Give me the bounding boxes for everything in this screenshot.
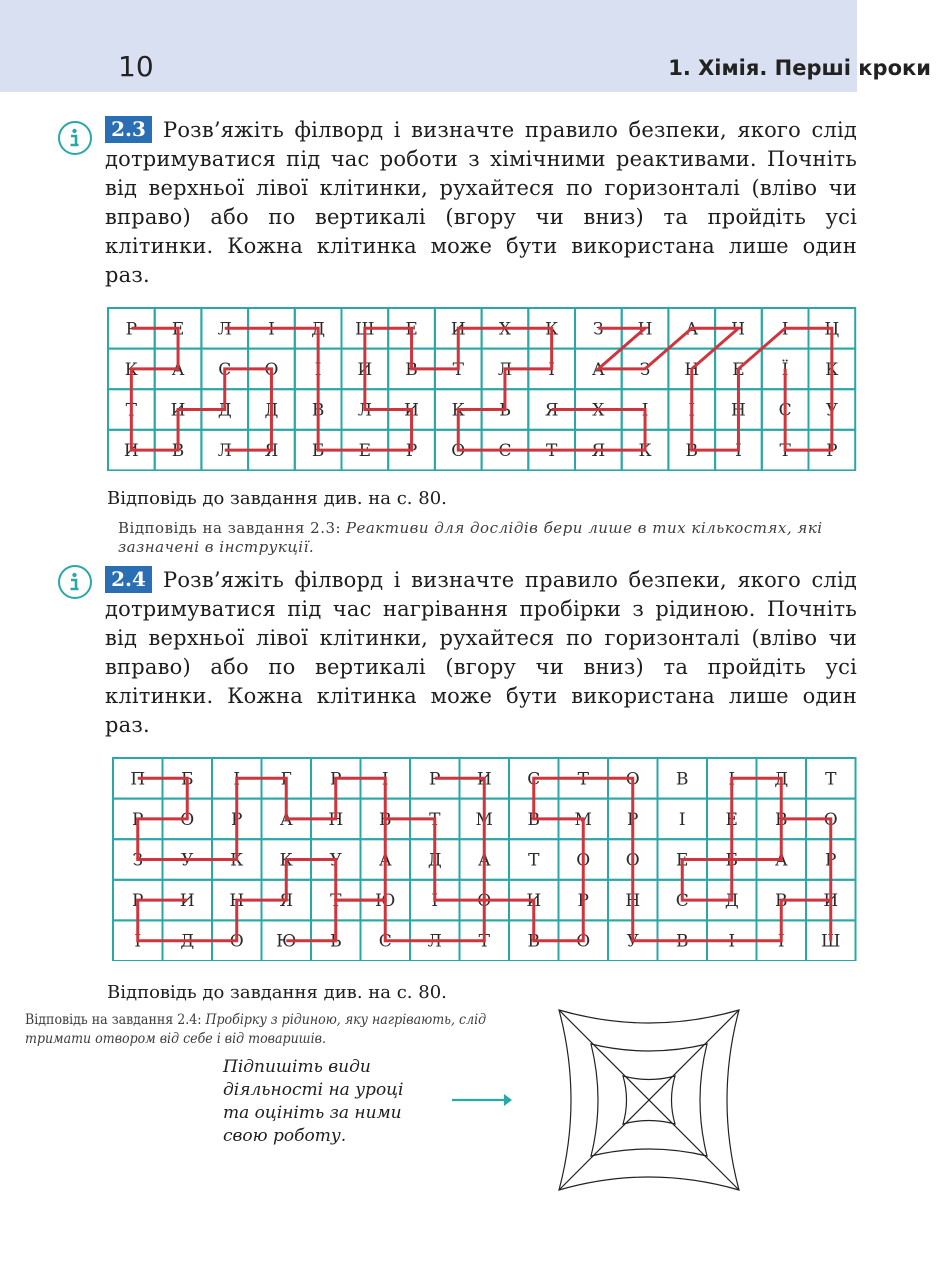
grid-letter: Я [264, 441, 279, 462]
grid-letter: Т [545, 441, 558, 462]
grid-letter: И [179, 891, 195, 912]
grid-letter: С [675, 891, 689, 912]
grid-letter: І [548, 359, 556, 380]
grid-letter: С [378, 931, 392, 952]
grid-letter: Т [429, 809, 441, 830]
grid-letter: Т [452, 359, 464, 380]
task-description: Розв’яжіть філворд і визначте правило безпеки, якого слід дотримуватися під час нагрівання пробірки з рідиною. Почніть від верхньої лівої клітинки, рухайтеся по горизонталі (вліво чи вправо) або по вертикалі (вгору чи вниз) та пройдіть усі клітинки. Кожна клітинка може бути використана лише один раз. [105, 568, 857, 737]
grid-letter: И [476, 769, 492, 790]
grid-letter: Я [544, 400, 559, 421]
grid-letter: Д [264, 400, 279, 421]
grid-letter: Б [311, 441, 325, 462]
grid-letter: С [218, 359, 232, 380]
grid-letter: Х [498, 319, 512, 340]
grid-letter: Л [427, 931, 442, 952]
grid-letter: О [229, 931, 244, 952]
grid-letter: Ь [499, 400, 511, 421]
grid-letter: К [545, 319, 559, 340]
grid-letter: Т [478, 931, 490, 952]
grid-letter: Р [825, 850, 837, 871]
grid-letter: М [475, 809, 493, 830]
grid-letter: Б [181, 769, 194, 790]
answer-reference: Відповідь до завдання див. на с. 80. [107, 488, 447, 509]
grid-letter: І [314, 359, 322, 380]
grid-letter: Р [132, 891, 144, 912]
grid-letter: А [774, 850, 788, 871]
info-icon [58, 565, 92, 599]
answer-label: Відповідь на завдання 2.3: [118, 519, 342, 537]
grid-letter: С [778, 400, 792, 421]
answer-note [118, 519, 848, 557]
grid-letter: І [268, 319, 275, 340]
grid-letter: К [451, 400, 465, 421]
filword-grid [112, 757, 857, 961]
grid-letter: Т [528, 850, 540, 871]
grid-letter: Н [328, 809, 344, 830]
grid-letter: Б [725, 850, 738, 871]
grid-letter: Е [676, 850, 689, 871]
grid-letter: И [170, 400, 186, 421]
grid-letter: Т [577, 769, 589, 790]
grid-letter: В [171, 441, 185, 462]
task-text [105, 116, 857, 290]
grid-letter: У [825, 400, 838, 421]
grid-letter: К [825, 359, 839, 380]
grid-letter: Л [497, 359, 513, 380]
grid-letter: О [477, 891, 492, 912]
task-number-badge: 2.3 [105, 116, 152, 143]
grid-letter: У [181, 850, 194, 871]
grid-letter: Д [311, 319, 326, 340]
grid-letter: І [735, 441, 742, 462]
grid-letter: О [576, 931, 591, 952]
grid-letter: Т [330, 891, 342, 912]
grid-letter: В [676, 931, 689, 952]
grid-letter: И [404, 400, 419, 421]
grid-letter: С [527, 769, 541, 790]
grid-letter: С [498, 441, 512, 462]
task-text [105, 566, 857, 740]
grid-letter: З [593, 319, 604, 340]
grid-letter: И [823, 891, 839, 912]
grid-letter: И [450, 319, 466, 340]
grid-letter: Т [779, 441, 791, 462]
grid-letter: О [625, 769, 640, 790]
grid-letter: О [625, 850, 640, 871]
grid-letter: В [311, 400, 325, 421]
grid-letter: Н [684, 359, 700, 380]
grid-letter: А [378, 850, 392, 871]
grid-letter: Н [229, 891, 245, 912]
answer-text: Реактиви для дослідів бери лише в тих кількостях, які зазначені в інструкції. [118, 519, 823, 556]
grid-letter: Ч [731, 319, 746, 340]
grid-letter: І [431, 891, 439, 912]
grid-letter: К [279, 850, 293, 871]
grid-letter: Я [591, 441, 606, 462]
grid-letter: Н [731, 400, 746, 421]
grid-letter: І [678, 809, 686, 830]
grid-letter: Д [217, 400, 232, 421]
grid-letter: Р [231, 809, 243, 830]
page-number: 10 [118, 50, 154, 83]
grid-letter: А [477, 850, 491, 871]
grid-letter: Л [217, 319, 232, 340]
grid-letter: І [641, 400, 649, 421]
grid-letter: Е [725, 809, 738, 830]
grid-letter: О [180, 809, 195, 830]
grid-letter: Р [627, 809, 639, 830]
grid-letter: Я [279, 891, 294, 912]
arrow-right-icon [452, 1090, 516, 1110]
grid-letter: Ь [330, 931, 342, 952]
grid-letter: Н [637, 319, 653, 340]
grid-letter: А [279, 809, 293, 830]
grid-letter: Д [774, 769, 789, 790]
grid-letter: І [728, 931, 736, 952]
grid-letter: К [638, 441, 652, 462]
grid-letter: Х [592, 400, 605, 421]
info-icon [58, 121, 92, 155]
grid-letter: Л [357, 400, 372, 421]
grid-letter: О [576, 850, 591, 871]
grid-letter: Ї [781, 359, 789, 380]
grid-letter: Е [171, 319, 185, 340]
grid-letter: О [264, 359, 279, 380]
grid-letter: В [379, 809, 392, 830]
grid-letter: Т [125, 400, 138, 421]
task-number-badge: 2.4 [105, 566, 152, 593]
grid-letter: А [591, 359, 605, 380]
grid-letter: Р [125, 319, 138, 340]
grid-letter: Р [577, 891, 589, 912]
grid-letter: Р [826, 441, 838, 462]
grid-letter: П [130, 769, 146, 790]
grid-letter: Р [330, 769, 342, 790]
grid-letter: Е [732, 359, 745, 380]
grid-letter: Ш [821, 931, 841, 952]
filword-grid [107, 307, 857, 471]
grid-letter: И [123, 441, 139, 462]
grid-letter: А [171, 359, 185, 380]
task-description: Розв’яжіть філворд і визначте правило безпеки, якого слід дотримуватися під час роботи з хімічними реактивами. Почніть від верхньої лівої клітинки, рухайтеся по горизонталі (вліво чи вправо) або по вертикалі (вгору чи вниз) та пройдіть усі клітинки. Кожна клітинка може бути використана лише один раз. [105, 118, 857, 287]
grid-letter: В [775, 809, 788, 830]
grid-letter: І [728, 769, 736, 790]
grid-letter: З [132, 850, 144, 871]
self-assessment-frame [555, 1008, 743, 1192]
grid-letter: Ц [824, 319, 840, 340]
self-assessment-instruction: Підпишіть види діяльності на уроці та оцініть за ними свою роботу. [223, 1057, 404, 1146]
grid-letter: В [775, 891, 788, 912]
answer-label: Відповідь на завдання 2.4: [25, 1012, 202, 1028]
grid-letter: К [230, 850, 244, 871]
grid-letter: Е [358, 441, 372, 462]
grid-letter: І [777, 931, 785, 952]
answer-text: Пробірку з рідиною, яку нагрівають, слід тримати отвором від себе і від товаришів. [25, 1012, 487, 1047]
grid-letter: И [526, 891, 542, 912]
answer-reference: Відповідь до завдання див. на с. 80. [107, 982, 447, 1003]
grid-letter: Л [217, 441, 232, 462]
grid-letter: Р [405, 441, 418, 462]
grid-letter: Ш [355, 319, 375, 340]
grid-letter: У [626, 931, 639, 952]
grid-letter: И [357, 359, 373, 380]
grid-letter: І [688, 400, 696, 421]
chapter-title: 1. Хімія. Перші кроки [668, 56, 931, 80]
grid-letter: Т [825, 769, 837, 790]
grid-letter: У [329, 850, 342, 871]
grid-letter: Е [405, 319, 418, 340]
grid-letter: Д [724, 891, 739, 912]
grid-letter: В [676, 769, 689, 790]
grid-letter: З [639, 359, 651, 380]
grid-letter: І [781, 319, 789, 340]
grid-letter: Р [132, 809, 144, 830]
grid-letter: О [451, 441, 466, 462]
grid-letter: Р [429, 769, 441, 790]
answer-note [25, 1011, 493, 1049]
grid-letter: В [405, 359, 418, 380]
grid-letter: Г [280, 769, 292, 790]
grid-letter: В [527, 931, 540, 952]
grid-letter: К [124, 359, 138, 380]
grid-letter: І [233, 769, 241, 790]
grid-letter: Н [625, 891, 641, 912]
grid-letter: Д [180, 931, 195, 952]
grid-letter: В [685, 441, 698, 462]
grid-letter: І [381, 769, 389, 790]
grid-letter: Д [427, 850, 442, 871]
grid-letter: М [574, 809, 592, 830]
grid-letter: А [685, 319, 699, 340]
grid-letter: І [134, 931, 142, 952]
grid-letter: Ю [375, 891, 396, 912]
grid-letter: В [527, 809, 540, 830]
grid-letter: О [823, 809, 838, 830]
grid-letter: Ю [276, 931, 297, 952]
